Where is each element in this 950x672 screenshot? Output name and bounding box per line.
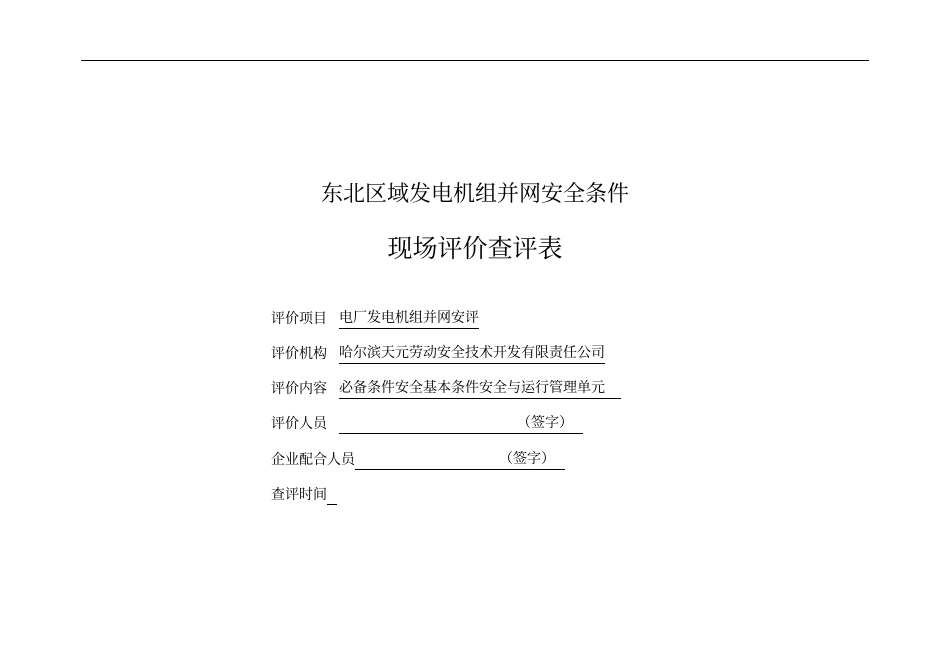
enterprise-signature-line xyxy=(355,450,499,470)
document-title: 东北区域发电机组并网安全条件 xyxy=(320,182,629,207)
evaluator-signature-line xyxy=(339,414,517,434)
enterprise-row xyxy=(271,450,565,470)
evaluator-sign-note: （签字） xyxy=(517,414,583,434)
org-label: 评价机构 xyxy=(271,346,327,362)
evaluator-label: 评价人员 xyxy=(271,416,327,432)
org-row xyxy=(271,344,605,364)
time-label: 查评时间 xyxy=(271,487,327,503)
content-row xyxy=(271,379,621,399)
project-label: 评价项目 xyxy=(271,311,327,327)
enterprise-sign-note: （签字） xyxy=(499,450,565,470)
header-rule xyxy=(81,60,869,61)
time-blank-line xyxy=(327,485,337,505)
document-subtitle: 现场评价查评表 xyxy=(387,234,563,263)
org-value: 哈尔滨天元劳动安全技术开发有限责任公司 xyxy=(339,344,605,364)
project-row xyxy=(271,309,479,329)
content-value: 必备条件安全基本条件安全与运行管理单元 xyxy=(339,379,621,399)
enterprise-label: 企业配合人员 xyxy=(271,452,355,468)
project-value: 电厂发电机组并网安评 xyxy=(339,309,479,329)
content-label: 评价内容 xyxy=(271,381,327,397)
evaluator-row xyxy=(271,414,583,434)
time-row xyxy=(271,485,337,505)
